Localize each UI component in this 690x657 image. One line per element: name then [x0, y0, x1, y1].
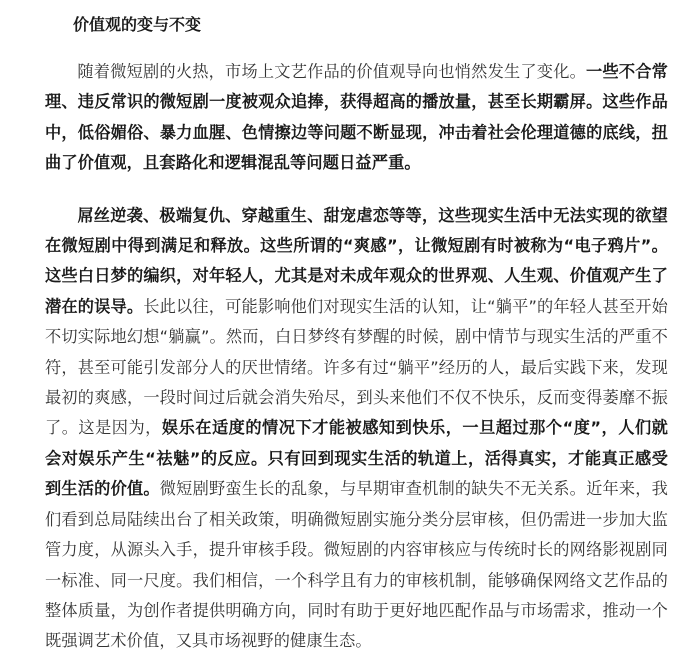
paragraph-2 — [45, 201, 668, 657]
paragraph-2-text-normal-1: 长此以往，可能影响他们对现实生活的认知，让“躺平”的年轻人甚至开始不切实际地幻想“躺赢”。然而，白日梦终有梦醒的时候，剧中情节与现实生活的严重不符，甚至可能引发部分人的厌世情绪。许多有过“躺平”经历的人，最后实践下来，发现最初的爽感，一段时间过后就会消失殆尽，到头来他们不仅不快乐，反而变得萎靡不振了。这是因为， — [45, 296, 668, 438]
paragraph-2-text-normal-2: 微短剧野蛮生长的乱象，与早期审查机制的缺失不无关系。近年来，我们看到总局陆续出台了相关政策，明确微短剧实施分类分层审核，但仍需进一步加大监管力度，从源头入手，提升审核手段。微短剧的内容审核应与传统时长的网络影视剧同一标准、同一尺度。我们相信，一个科学且有力的审核机制，能够确保网络文艺作品的整体质量，为创作者提供明确方向，同时有助于更好地匹配作品与市场需求，推动一个既强调艺术价值，又具市场视野的健康生态。 — [45, 479, 668, 651]
article-title: 价值观的变与不变 — [73, 15, 202, 34]
paragraph-2-text-bold-2: 娱乐在适度的情况下才能被感知到快乐，一旦超过那个“度”，人们就会对娱乐产生“祛魅”的反应。只有回到现实生活的轨道上，活得真实，才能真正感受到生活的价值。 — [45, 418, 668, 499]
paragraph-1 — [45, 57, 668, 179]
paragraph-2-text-bold-1: 屌丝逆袭、极端复仇、穿越重生、甜宠虐恋等等，这些现实生活中无法实现的欲望在微短剧中得到满足和释放。这些所谓的“爽感”，让微短剧有时被称为“电子鸦片”。这些白日梦的编织，对年轻人，尤其是对未成年观众的世界观、人生观、价值观产生了潜在的误导。 — [45, 205, 668, 316]
paragraph-1-text-bold: 一些不合常理、违反常识的微短剧一度被观众追捧，获得超高的播放量，甚至长期霸屏。这些作品中，低俗媚俗、暴力血腥、色情擦边等问题不断显现，冲击着社会伦理道德的底线，扭曲了价值观，且套路化和逻辑混乱等问题日益严重。 — [45, 62, 668, 173]
paragraph-1-text-normal: 随着微短剧的火热，市场上文艺作品的价值观导向也悄然发生了变化。 — [77, 62, 587, 81]
